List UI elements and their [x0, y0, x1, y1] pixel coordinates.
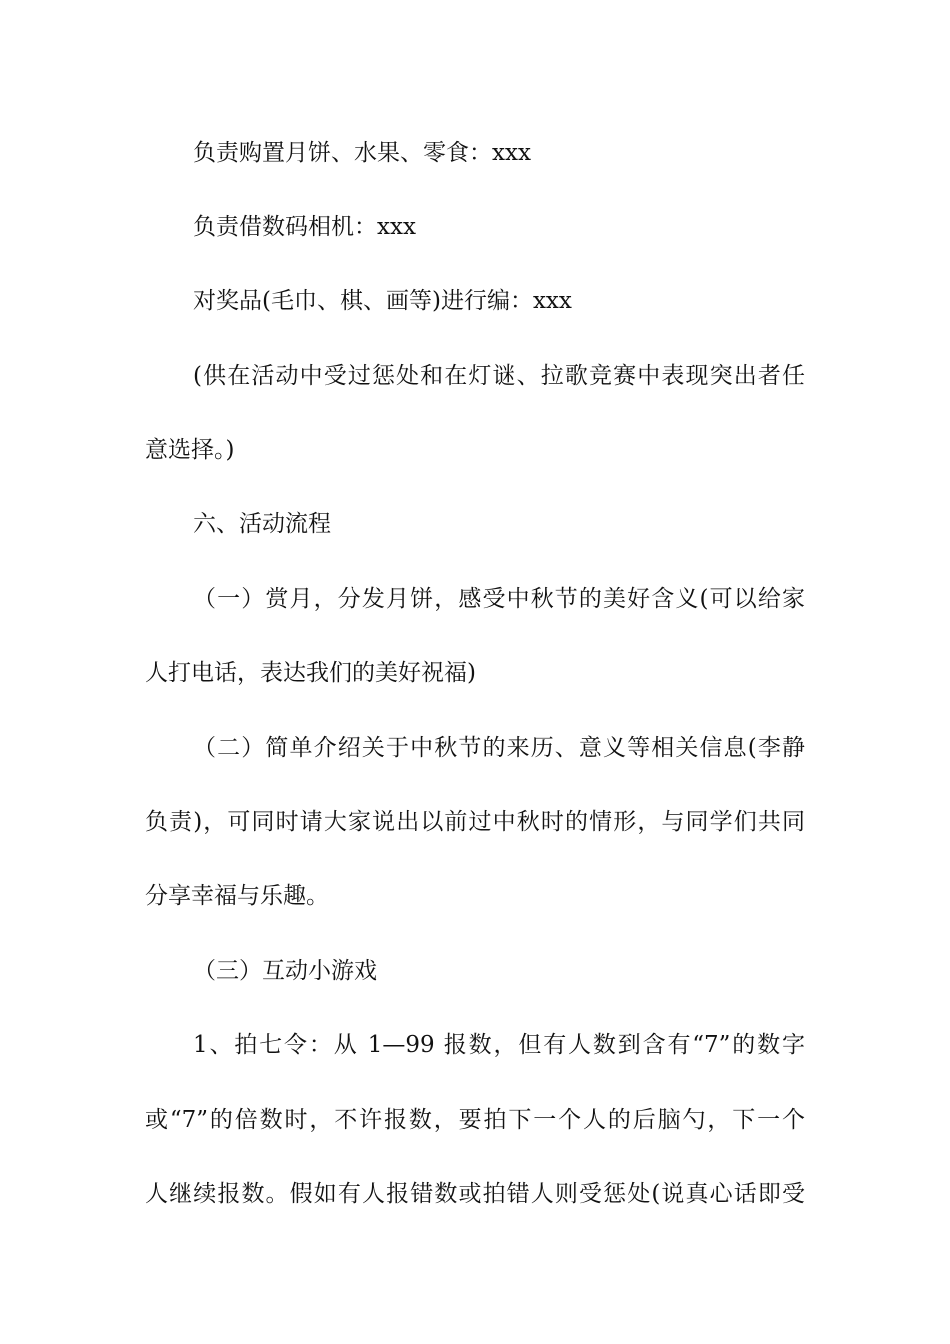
- text-line: 意选择。): [145, 437, 235, 463]
- text-line: （二）简单介绍关于中秋节的来历、意义等相关信息(李静: [193, 735, 805, 761]
- text-line: 分享幸福与乐趣。: [145, 883, 329, 909]
- text-line: (供在活动中受过惩处和在灯谜、拉歌竞赛中表现突出者任: [193, 363, 805, 389]
- section-heading: 六、活动流程: [193, 511, 331, 537]
- text-line: 1、拍七令：从 1—99 报数，但有人数到含有“7”的数字: [193, 1032, 805, 1058]
- text-line: 负责借数码相机：xxx: [193, 214, 416, 240]
- text-line: 对奖品(毛巾、棋、画等)进行编：xxx: [193, 288, 572, 314]
- text-line: 负责购置月饼、水果、零食：xxx: [193, 140, 531, 166]
- text-line: （一）赏月，分发月饼，感受中秋节的美好含义(可以给家: [193, 586, 805, 612]
- text-line: （三）互动小游戏: [193, 958, 377, 984]
- text-line: 负责)，可同时请大家说出以前过中秋时的情形，与同学们共同: [145, 809, 805, 835]
- text-line: 人继续报数。假如有人报错数或拍错人则受惩处(说真心话即受: [145, 1181, 805, 1207]
- text-line: 人打电话，表达我们的美好祝福): [145, 660, 476, 686]
- text-line: 或“7”的倍数时，不许报数，要拍下一个人的后脑勺，下一个: [145, 1107, 805, 1133]
